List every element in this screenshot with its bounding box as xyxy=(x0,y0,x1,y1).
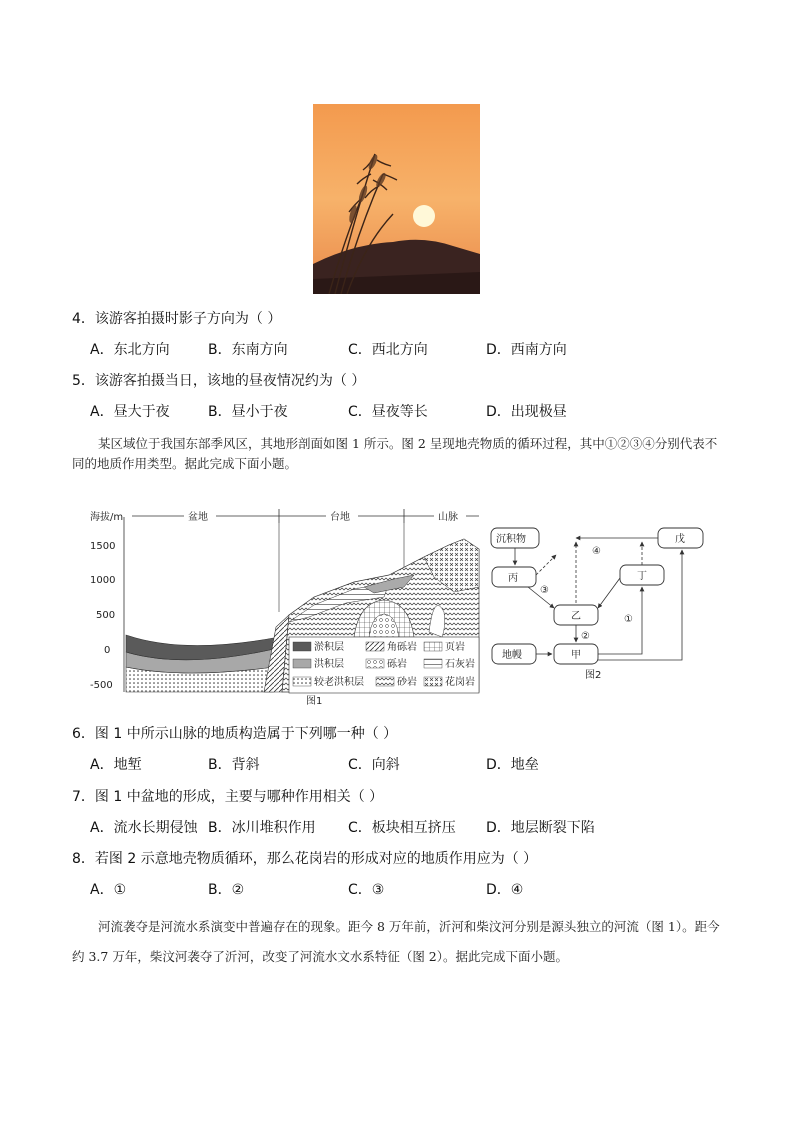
node-bing: 丙 xyxy=(508,573,518,584)
legend-item: 花岗岩 xyxy=(445,677,475,688)
q4-option-d[interactable]: D．西南方向 xyxy=(486,342,567,358)
legend-item: 砾岩 xyxy=(387,659,407,670)
tick-label: 0 xyxy=(104,645,111,656)
q6-option-d[interactable]: D．地垒 xyxy=(486,757,539,773)
figure-1-caption: 图1 xyxy=(306,696,323,707)
passage-1: 某区域位于我国东部季风区，其地形剖面如图 1 所示。图 2 呈现地壳物质的循环过程，其中①②③④分别代表不同的地质作用类型。据此完成下面小题。 xyxy=(72,436,718,471)
q6-option-c[interactable]: C．向斜 xyxy=(348,757,400,773)
question-number: 5． xyxy=(72,373,95,389)
legend-item: 石灰岩 xyxy=(445,659,475,670)
question-stem: 若图 2 示意地壳物质循环，那么花岗岩的形成对应的地质作用应为（ ） xyxy=(94,851,538,867)
question-stem: 该游客拍摄时影子方向为（ ） xyxy=(94,311,282,327)
q6-option-a[interactable]: A．地堑 xyxy=(90,757,142,773)
legend-item: 洪积层 xyxy=(314,659,344,670)
process-label: ③ xyxy=(540,585,549,596)
process-label: ② xyxy=(581,631,590,642)
passage-2: 河流袭夺是河流水系演变中普遍存在的现象。距今 8 万年前，沂河和柴汶河分别是源头独立的河流（图 1）。距今约 3.7 万年，柴汶河袭夺了沂河，改变了河流水文水系特征（图 2）。据此完成下面小题。 xyxy=(72,919,720,964)
question-number: 4． xyxy=(72,311,95,327)
tick-label: 500 xyxy=(96,610,116,621)
tick-label: 1000 xyxy=(90,575,116,586)
q7-option-c[interactable]: C．板块相互挤压 xyxy=(348,820,456,836)
region-basin: 盆地 xyxy=(188,512,208,523)
q7-option-b[interactable]: B．冰川堆积作用 xyxy=(208,820,316,836)
figure-2-cycle xyxy=(488,520,713,685)
node-ding: 丁 xyxy=(637,571,647,582)
question-number: 8． xyxy=(72,851,95,867)
question-7 xyxy=(72,787,383,807)
q5-option-d[interactable]: D．出现极昼 xyxy=(486,404,567,420)
q8-option-b[interactable]: B．② xyxy=(208,882,245,898)
legend-item: 页岩 xyxy=(445,642,465,653)
q6-option-b[interactable]: B．背斜 xyxy=(208,757,260,773)
node-mantle: 地幔 xyxy=(502,650,522,661)
question-stem: 图 1 中盆地的形成，主要与哪种作用相关（ ） xyxy=(94,789,384,805)
question-stem: 该游客拍摄当日，该地的昼夜情况约为（ ） xyxy=(94,373,366,389)
q8-option-a[interactable]: A．① xyxy=(90,882,127,898)
process-label: ① xyxy=(624,614,633,625)
legend-item: 角砾岩 xyxy=(387,642,417,653)
q5-option-b[interactable]: B．昼小于夜 xyxy=(208,404,288,420)
question-5 xyxy=(72,371,365,391)
figure-1-profile xyxy=(84,497,486,707)
process-label: ④ xyxy=(592,546,601,557)
q4-option-b[interactable]: B．东南方向 xyxy=(208,342,288,358)
q5-option-a[interactable]: A．昼大于夜 xyxy=(90,404,170,420)
question-number: 6． xyxy=(72,726,95,742)
q5-option-c[interactable]: C．昼夜等长 xyxy=(348,404,428,420)
legend-item: 较老洪积层 xyxy=(314,677,364,688)
node-yi: 乙 xyxy=(571,611,581,622)
q7-option-d[interactable]: D．地层断裂下陷 xyxy=(486,820,595,836)
figure-2-caption: 图2 xyxy=(585,670,602,681)
tick-label: -500 xyxy=(90,680,113,691)
q8-option-d[interactable]: D．④ xyxy=(486,882,524,898)
legend-item: 砂岩 xyxy=(397,677,417,688)
question-8 xyxy=(72,849,537,869)
region-mountain: 山脉 xyxy=(438,512,458,523)
question-stem: 图 1 中所示山脉的地质构造属于下列哪一种（ ） xyxy=(94,726,398,742)
question-6 xyxy=(72,724,397,744)
question-number: 7． xyxy=(72,789,95,805)
tick-label: 1500 xyxy=(90,541,116,552)
q7-option-a[interactable]: A．流水长期侵蚀 xyxy=(90,820,198,836)
q8-option-c[interactable]: C．③ xyxy=(348,882,385,898)
q4-option-a[interactable]: A．东北方向 xyxy=(90,342,170,358)
q4-option-c[interactable]: C．西北方向 xyxy=(348,342,428,358)
node-wu: 戊 xyxy=(675,534,685,545)
region-platform: 台地 xyxy=(330,512,350,523)
y-axis-label: 海拔/m xyxy=(90,512,124,523)
legend-item: 淤积层 xyxy=(314,642,344,653)
question-4 xyxy=(72,309,281,329)
node-sediment: 沉积物 xyxy=(496,534,526,545)
node-jia: 甲 xyxy=(571,650,581,661)
sunset-photo xyxy=(313,104,480,294)
